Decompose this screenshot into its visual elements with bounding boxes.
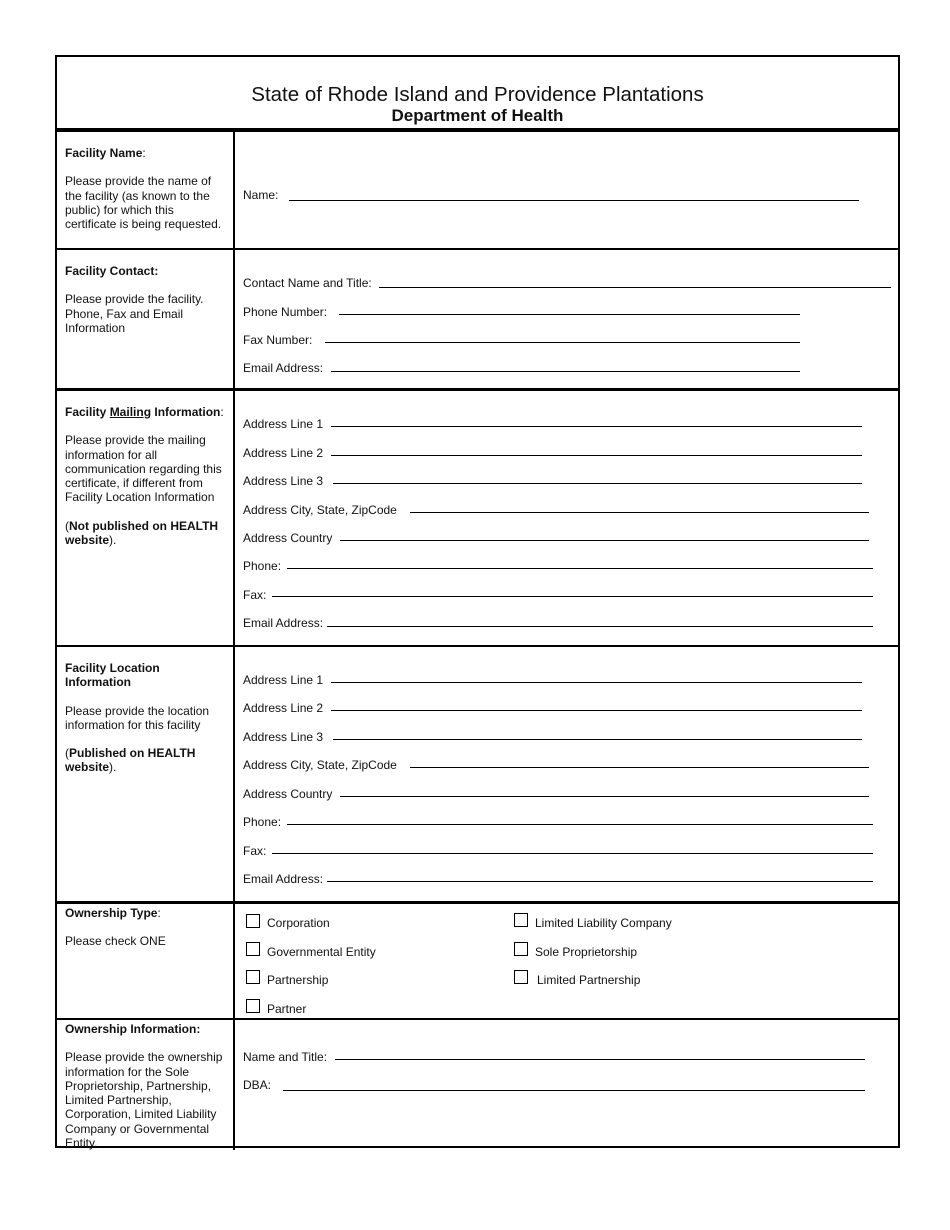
mailing-description: Please provide the mailing information for all communication regarding this certificate, if different from Facility Location Information bbox=[65, 433, 222, 505]
sole-proprietorship-checkbox[interactable] bbox=[514, 942, 528, 956]
location-publish-note bbox=[65, 746, 227, 775]
location-note-bold: Published on HEALTH website bbox=[65, 746, 196, 775]
location-address-line-2-input-line[interactable] bbox=[331, 710, 862, 711]
facility-form bbox=[55, 55, 900, 1151]
mailing-publish-note bbox=[65, 519, 227, 548]
limited-liability-company-checkbox[interactable] bbox=[514, 913, 528, 927]
partnership-option-label: Partnership bbox=[267, 973, 329, 987]
location-phone-label: Phone: bbox=[243, 815, 282, 829]
location-label-cell bbox=[57, 647, 235, 901]
ownership-info-heading: Ownership Information: bbox=[65, 1022, 201, 1036]
section-ownership-type bbox=[57, 904, 898, 1020]
location-note-close: ). bbox=[109, 760, 117, 775]
location-country-label: Address Country bbox=[243, 787, 333, 801]
mailing-heading bbox=[65, 405, 227, 419]
contact-name-label: Contact Name and Title: bbox=[243, 276, 372, 290]
mailing-note-open: ( bbox=[65, 518, 69, 533]
fax-number-input-line[interactable] bbox=[325, 342, 800, 343]
ownership-info-description: Please provide the ownership information for the Sole Proprietorship, Partnership, Limited Partnership, Corporation, Limited Liability Company or Governmental Entity. bbox=[65, 1050, 223, 1151]
location-note-open: ( bbox=[65, 746, 69, 761]
location-city-state-zip-label: Address City, State, ZipCode bbox=[243, 758, 397, 772]
section-mailing-information bbox=[57, 391, 898, 647]
email-address-label: Email Address: bbox=[243, 361, 324, 375]
mailing-note-close: ). bbox=[109, 533, 117, 548]
partnership-checkbox[interactable] bbox=[246, 970, 260, 984]
ownership-type-options bbox=[235, 904, 898, 1018]
facility-contact-fields bbox=[235, 250, 898, 388]
mailing-email-input-line[interactable] bbox=[327, 626, 873, 627]
location-address-line-3-label: Address Line 3 bbox=[243, 730, 324, 744]
facility-name-label-cell bbox=[57, 132, 235, 248]
facility-contact-heading: Facility Contact: bbox=[65, 264, 159, 278]
form-header bbox=[57, 57, 898, 132]
location-city-state-zip-input-line[interactable] bbox=[410, 767, 869, 768]
ownership-info-fields bbox=[235, 1020, 898, 1150]
section-location-information bbox=[57, 647, 898, 904]
owner-name-title-input-line[interactable] bbox=[335, 1059, 865, 1060]
mailing-address-line-2-input-line[interactable] bbox=[331, 455, 862, 456]
limited-partnership-option-label: Limited Partnership bbox=[537, 973, 641, 987]
governmental-entity-option-label: Governmental Entity bbox=[267, 945, 376, 959]
phone-number-input-line[interactable] bbox=[339, 314, 800, 315]
fax-number-label: Fax Number: bbox=[243, 333, 313, 347]
location-address-line-2-label: Address Line 2 bbox=[243, 701, 324, 715]
mailing-phone-input-line[interactable] bbox=[287, 568, 873, 569]
location-heading: Facility Location Information bbox=[65, 661, 160, 690]
partner-checkbox[interactable] bbox=[246, 999, 260, 1013]
mailing-city-state-zip-label: Address City, State, ZipCode bbox=[243, 503, 397, 517]
mailing-heading-underlined: Mailing bbox=[109, 405, 152, 419]
mailing-city-state-zip-input-line[interactable] bbox=[410, 512, 869, 513]
section-ownership-information bbox=[57, 1020, 898, 1150]
mailing-country-input-line[interactable] bbox=[340, 540, 869, 541]
mailing-address-line-1-input-line[interactable] bbox=[331, 426, 862, 427]
owner-name-title-label: Name and Title: bbox=[243, 1050, 328, 1064]
facility-contact-description: Please provide the facility. Phone, Fax and Email Information bbox=[65, 292, 204, 335]
limited-partnership-checkbox[interactable] bbox=[514, 970, 528, 984]
sole-proprietorship-option-label: Sole Proprietorship bbox=[535, 945, 638, 959]
location-phone-input-line[interactable] bbox=[287, 824, 873, 825]
mailing-phone-label: Phone: bbox=[243, 559, 282, 573]
department-title: Department of Health bbox=[391, 106, 564, 125]
mailing-country-label: Address Country bbox=[243, 531, 333, 545]
ownership-type-label-cell bbox=[57, 904, 235, 1018]
location-fields bbox=[235, 647, 898, 901]
corporation-option-label: Corporation bbox=[267, 916, 330, 930]
location-country-input-line[interactable] bbox=[340, 796, 869, 797]
mailing-label-cell bbox=[57, 391, 235, 645]
dba-label: DBA: bbox=[243, 1078, 272, 1092]
location-address-line-1-label: Address Line 1 bbox=[243, 673, 324, 687]
facility-contact-label-cell bbox=[57, 250, 235, 388]
mailing-fax-input-line[interactable] bbox=[272, 596, 873, 597]
location-email-input-line[interactable] bbox=[327, 881, 873, 882]
section-facility-contact bbox=[57, 250, 898, 391]
limited-liability-company-option-label: Limited Liability Company bbox=[535, 916, 672, 930]
mailing-note-bold: Not published on HEALTH website bbox=[65, 518, 219, 548]
mailing-heading-prefix: Facility bbox=[65, 405, 110, 419]
name-input-line[interactable] bbox=[289, 200, 859, 201]
section-facility-name bbox=[57, 132, 898, 250]
mailing-heading-suffix: Information bbox=[151, 405, 221, 419]
location-email-label: Email Address: bbox=[243, 872, 324, 886]
location-address-line-1-input-line[interactable] bbox=[331, 682, 862, 683]
name-field-label: Name: bbox=[243, 188, 279, 202]
state-title: State of Rhode Island and Providence Plantations bbox=[251, 83, 704, 106]
contact-name-input-line[interactable] bbox=[379, 287, 891, 288]
email-address-input-line[interactable] bbox=[331, 371, 800, 372]
corporation-checkbox[interactable] bbox=[246, 914, 260, 928]
ownership-type-colon: : bbox=[157, 906, 161, 920]
mailing-heading-colon: : bbox=[220, 405, 224, 419]
ownership-type-heading: Ownership Type bbox=[65, 906, 158, 920]
location-fax-input-line[interactable] bbox=[272, 853, 873, 854]
ownership-type-description: Please check ONE bbox=[65, 934, 166, 949]
mailing-email-label: Email Address: bbox=[243, 616, 324, 630]
mailing-address-line-3-label: Address Line 3 bbox=[243, 474, 324, 488]
dba-input-line[interactable] bbox=[283, 1090, 865, 1091]
mailing-fax-label: Fax: bbox=[243, 588, 267, 602]
facility-name-heading: Facility Name bbox=[65, 146, 143, 160]
mailing-address-line-3-input-line[interactable] bbox=[333, 483, 862, 484]
mailing-address-line-1-label: Address Line 1 bbox=[243, 417, 324, 431]
location-address-line-3-input-line[interactable] bbox=[333, 739, 862, 740]
location-description: Please provide the location information for this facility bbox=[65, 703, 210, 732]
mailing-address-line-2-label: Address Line 2 bbox=[243, 446, 324, 460]
facility-name-fields bbox=[235, 132, 898, 248]
facility-name-description: Please provide the name of the facility (as known to the public) for which this certificate is being requested. bbox=[65, 174, 222, 232]
location-fax-label: Fax: bbox=[243, 844, 267, 858]
phone-number-label: Phone Number: bbox=[243, 305, 328, 319]
partner-option-label: Partner bbox=[267, 1002, 307, 1016]
facility-name-colon: : bbox=[142, 146, 146, 160]
ownership-info-label-cell bbox=[57, 1020, 235, 1150]
mailing-fields bbox=[235, 391, 898, 645]
governmental-entity-checkbox[interactable] bbox=[246, 942, 260, 956]
